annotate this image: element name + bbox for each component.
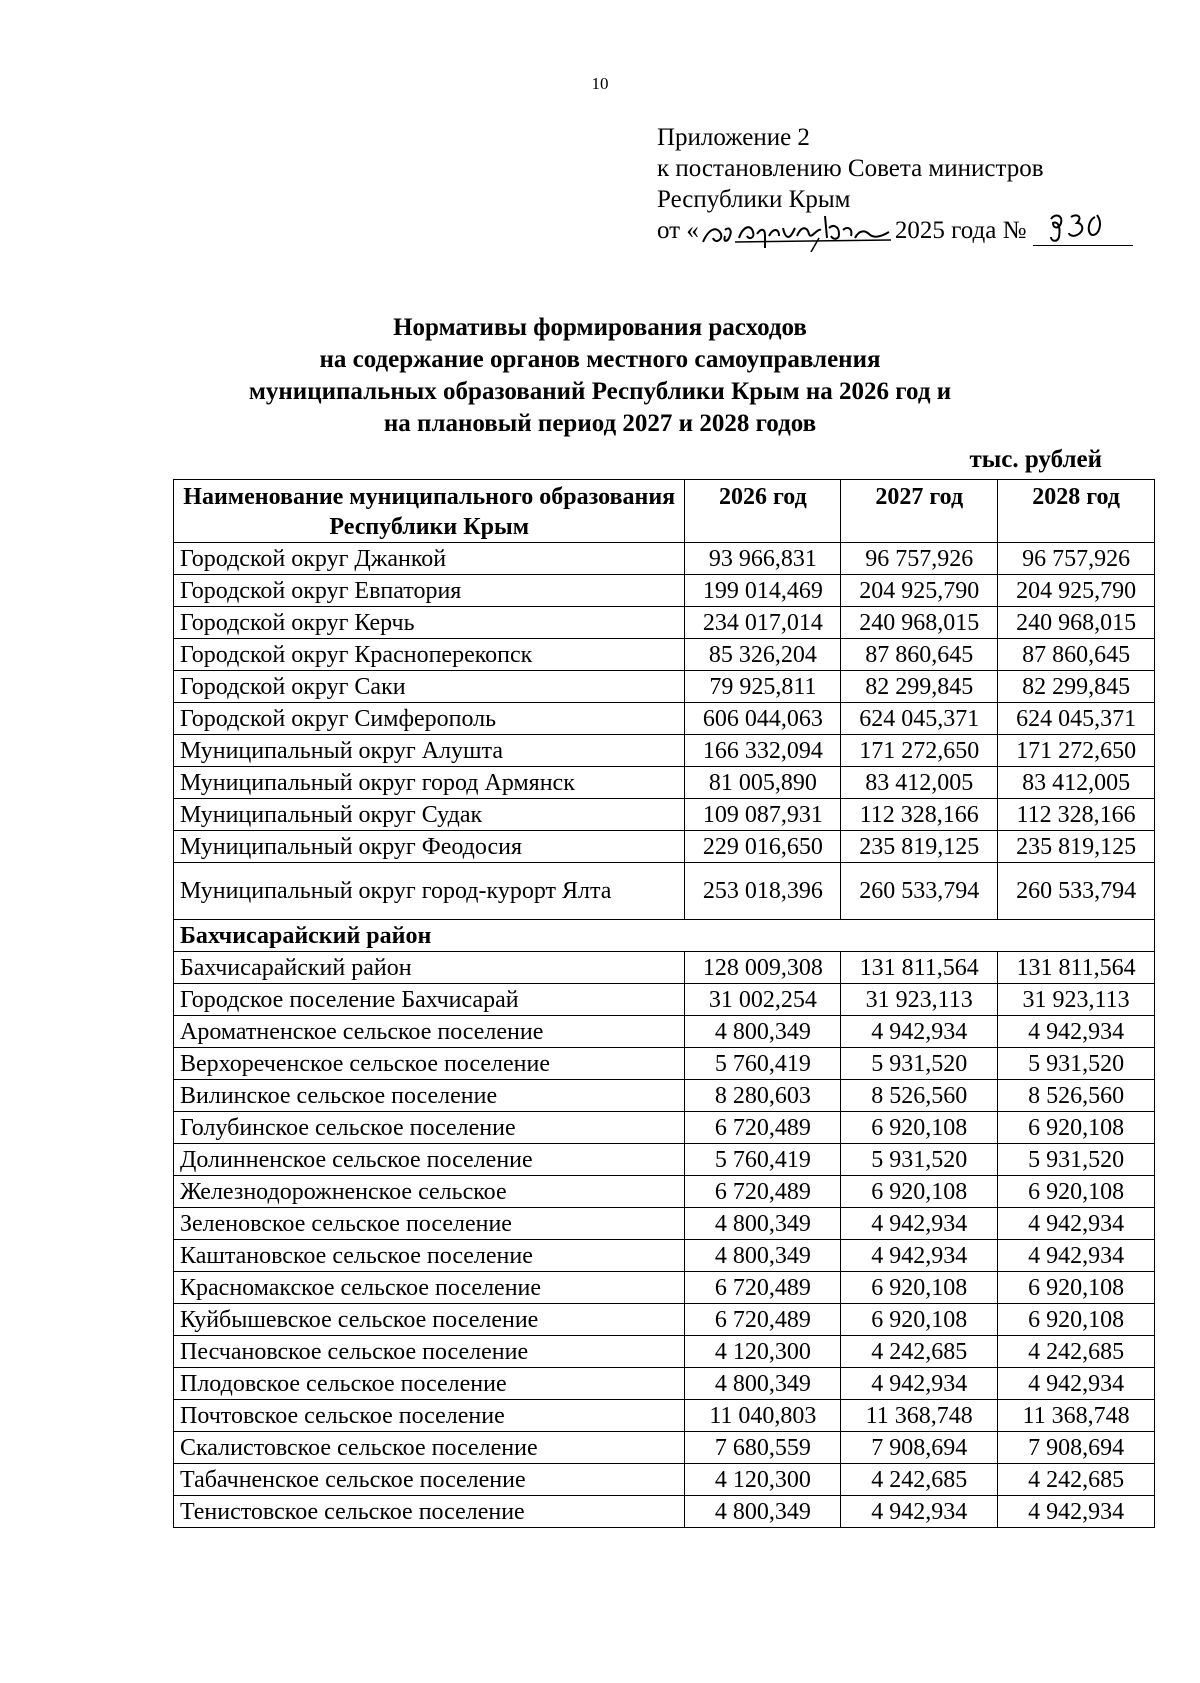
table-row (174, 952, 1155, 984)
row-name: Городской округ Керчь (174, 607, 685, 639)
table-row (174, 1176, 1155, 1208)
title-line-3: муниципальных образований Республики Крым на 2026 год и (248, 378, 952, 405)
handwritten-number-signature (1033, 215, 1133, 246)
appendix-date-line (657, 215, 1133, 246)
value-2028: 96 757,926 (998, 543, 1155, 575)
row-name: Куйбышевское сельское поселение (174, 1304, 685, 1336)
table-row (174, 1464, 1155, 1496)
value-2028: 5 931,520 (998, 1144, 1155, 1176)
table-row (174, 671, 1155, 703)
value-2027: 82 299,845 (841, 671, 998, 703)
value-2028: 240 968,015 (998, 607, 1155, 639)
value-2026: 4 800,349 (685, 1208, 841, 1240)
value-2026: 11 040,803 (685, 1400, 841, 1432)
value-2026: 109 087,931 (685, 799, 841, 831)
table-row (174, 1336, 1155, 1368)
value-2028: 6 920,108 (998, 1304, 1155, 1336)
row-name: Голубинское сельское поселение (174, 1112, 685, 1144)
row-name: Муниципальный округ Феодосия (174, 831, 685, 863)
row-name: Городское поселение Бахчисарай (174, 984, 685, 1016)
section-header-row (174, 920, 1155, 952)
value-2027: 4 942,934 (841, 1016, 998, 1048)
value-2028: 4 942,934 (998, 1016, 1155, 1048)
row-name: Железнодорожненское сельское (174, 1176, 685, 1208)
row-name: Городской округ Джанкой (174, 543, 685, 575)
table-row (174, 767, 1155, 799)
value-2028: 4 942,934 (998, 1240, 1155, 1272)
value-2026: 93 966,831 (685, 543, 841, 575)
table-row (174, 863, 1155, 920)
norms-table (173, 479, 1155, 1528)
value-2026: 4 800,349 (685, 1016, 841, 1048)
value-2027: 624 045,371 (841, 703, 998, 735)
appendix-header (657, 122, 1133, 246)
value-2026: 81 005,890 (685, 767, 841, 799)
value-2028: 624 045,371 (998, 703, 1155, 735)
row-name: Муниципальный округ Судак (174, 799, 685, 831)
value-2026: 234 017,014 (685, 607, 841, 639)
value-2028: 4 942,934 (998, 1208, 1155, 1240)
value-2028: 5 931,520 (998, 1048, 1155, 1080)
table-row (174, 703, 1155, 735)
value-2027: 4 242,685 (841, 1336, 998, 1368)
title-line-2: на содержание органов местного самоуправления (319, 346, 881, 373)
value-2026: 6 720,489 (685, 1112, 841, 1144)
value-2026: 4 120,300 (685, 1464, 841, 1496)
table-row (174, 1368, 1155, 1400)
row-name: Городской округ Саки (174, 671, 685, 703)
value-2026: 6 720,489 (685, 1272, 841, 1304)
value-2027: 6 920,108 (841, 1272, 998, 1304)
value-2028: 260 533,794 (998, 863, 1155, 920)
row-name: Верхореченское сельское поселение (174, 1048, 685, 1080)
handwritten-date-signature (699, 216, 895, 246)
section-title: Бахчисарайский район (174, 920, 1155, 952)
value-2026: 6 720,489 (685, 1304, 841, 1336)
row-name: Скалистовское сельское поселение (174, 1432, 685, 1464)
value-2026: 606 044,063 (685, 703, 841, 735)
row-name: Бахчисарайский район (174, 952, 685, 984)
value-2027: 4 942,934 (841, 1496, 998, 1528)
table-row (174, 1016, 1155, 1048)
value-2028: 4 942,934 (998, 1368, 1155, 1400)
row-name: Вилинское сельское поселение (174, 1080, 685, 1112)
row-name: Плодовское сельское поселение (174, 1368, 685, 1400)
date-year-label: 2025 года № (894, 217, 1027, 244)
value-2027: 87 860,645 (841, 639, 998, 671)
header-name: Наименование муниципального образования Республики Крым (174, 480, 685, 543)
value-2027: 7 908,694 (841, 1432, 998, 1464)
value-2026: 229 016,650 (685, 831, 841, 863)
value-2028: 87 860,645 (998, 639, 1155, 671)
value-2027: 131 811,564 (841, 952, 998, 984)
value-2026: 8 280,603 (685, 1080, 841, 1112)
table-row (174, 984, 1155, 1016)
row-name: Ароматненское сельское поселение (174, 1016, 685, 1048)
value-2027: 5 931,520 (841, 1144, 998, 1176)
value-2027: 4 942,934 (841, 1368, 998, 1400)
value-2026: 7 680,559 (685, 1432, 841, 1464)
value-2027: 235 819,125 (841, 831, 998, 863)
value-2027: 4 242,685 (841, 1464, 998, 1496)
value-2028: 4 242,685 (998, 1336, 1155, 1368)
value-2028: 11 368,748 (998, 1400, 1155, 1432)
value-2026: 4 800,349 (685, 1368, 841, 1400)
value-2028: 82 299,845 (998, 671, 1155, 703)
value-2027: 4 942,934 (841, 1240, 998, 1272)
value-2026: 79 925,811 (685, 671, 841, 703)
row-name: Городской округ Симферополь (174, 703, 685, 735)
value-2027: 6 920,108 (841, 1112, 998, 1144)
table-row (174, 831, 1155, 863)
value-2027: 96 757,926 (841, 543, 998, 575)
value-2027: 240 968,015 (841, 607, 998, 639)
table-row (174, 639, 1155, 671)
value-2026: 253 018,396 (685, 863, 841, 920)
table-row (174, 1208, 1155, 1240)
table-row (174, 1240, 1155, 1272)
table-row (174, 1112, 1155, 1144)
value-2026: 31 002,254 (685, 984, 841, 1016)
title-line-1: Нормативы формирования расходов (393, 314, 807, 341)
table-row (174, 1496, 1155, 1528)
value-2027: 5 931,520 (841, 1048, 998, 1080)
value-2026: 5 760,419 (685, 1048, 841, 1080)
appendix-line-2: к постановлению Совета министров (657, 155, 1044, 182)
value-2027: 83 412,005 (841, 767, 998, 799)
value-2028: 8 526,560 (998, 1080, 1155, 1112)
row-name: Городской округ Евпатория (174, 575, 685, 607)
value-2028: 6 920,108 (998, 1112, 1155, 1144)
value-2027: 11 368,748 (841, 1400, 998, 1432)
row-name: Почтовское сельское поселение (174, 1400, 685, 1432)
document-title (0, 312, 1200, 440)
value-2026: 128 009,308 (685, 952, 841, 984)
value-2027: 112 328,166 (841, 799, 998, 831)
row-name: Красномакское сельское поселение (174, 1272, 685, 1304)
table-row (174, 799, 1155, 831)
row-name: Долинненское сельское поселение (174, 1144, 685, 1176)
row-name: Городской округ Красноперекопск (174, 639, 685, 671)
table-header-row (174, 480, 1155, 543)
value-2027: 260 533,794 (841, 863, 998, 920)
value-2028: 235 819,125 (998, 831, 1155, 863)
value-2026: 85 326,204 (685, 639, 841, 671)
value-2027: 204 925,790 (841, 575, 998, 607)
value-2027: 171 272,650 (841, 735, 998, 767)
value-2026: 4 800,349 (685, 1496, 841, 1528)
row-name: Зеленовское сельское поселение (174, 1208, 685, 1240)
value-2026: 6 720,489 (685, 1176, 841, 1208)
value-2028: 31 923,113 (998, 984, 1155, 1016)
value-2028: 6 920,108 (998, 1272, 1155, 1304)
value-2027: 4 942,934 (841, 1208, 998, 1240)
value-2028: 204 925,790 (998, 575, 1155, 607)
table-row (174, 1272, 1155, 1304)
table-row (174, 735, 1155, 767)
value-2027: 31 923,113 (841, 984, 998, 1016)
value-2026: 166 332,094 (685, 735, 841, 767)
table-row (174, 1304, 1155, 1336)
value-2028: 171 272,650 (998, 735, 1155, 767)
value-2028: 83 412,005 (998, 767, 1155, 799)
table-row (174, 1144, 1155, 1176)
value-2028: 7 908,694 (998, 1432, 1155, 1464)
value-2028: 112 328,166 (998, 799, 1155, 831)
header-2028: 2028 год (998, 480, 1155, 543)
table-row (174, 1432, 1155, 1464)
value-2027: 6 920,108 (841, 1304, 998, 1336)
units-label: тыс. рублей (969, 446, 1102, 473)
value-2027: 8 526,560 (841, 1080, 998, 1112)
table-row (174, 1048, 1155, 1080)
value-2028: 4 942,934 (998, 1496, 1155, 1528)
appendix-line-3: Республики Крым (657, 186, 851, 213)
table-row (174, 1400, 1155, 1432)
handwritten-date-icon (699, 208, 895, 252)
value-2027: 6 920,108 (841, 1176, 998, 1208)
row-name: Песчановское сельское поселение (174, 1336, 685, 1368)
header-2026: 2026 год (685, 480, 841, 543)
table-row (174, 607, 1155, 639)
value-2028: 6 920,108 (998, 1176, 1155, 1208)
value-2026: 4 120,300 (685, 1336, 841, 1368)
row-name: Муниципальный округ город-курорт Ялта (174, 863, 685, 920)
row-name: Табачненское сельское поселение (174, 1464, 685, 1496)
value-2028: 131 811,564 (998, 952, 1155, 984)
value-2026: 4 800,349 (685, 1240, 841, 1272)
page-number: 10 (591, 74, 609, 93)
value-2026: 199 014,469 (685, 575, 841, 607)
row-name: Муниципальный округ Алушта (174, 735, 685, 767)
row-name: Каштановское сельское поселение (174, 1240, 685, 1272)
table-row (174, 543, 1155, 575)
row-name: Муниципальный округ город Армянск (174, 767, 685, 799)
appendix-line-1: Приложение 2 (657, 124, 810, 151)
header-2027: 2027 год (841, 480, 998, 543)
value-2026: 5 760,419 (685, 1144, 841, 1176)
table-row (174, 575, 1155, 607)
row-name: Тенистовское сельское поселение (174, 1496, 685, 1528)
title-line-4: на плановый период 2027 и 2028 годов (383, 410, 817, 437)
date-prefix: от « (657, 217, 699, 244)
table-row (174, 1080, 1155, 1112)
value-2028: 4 242,685 (998, 1464, 1155, 1496)
handwritten-number-icon (1033, 207, 1133, 245)
